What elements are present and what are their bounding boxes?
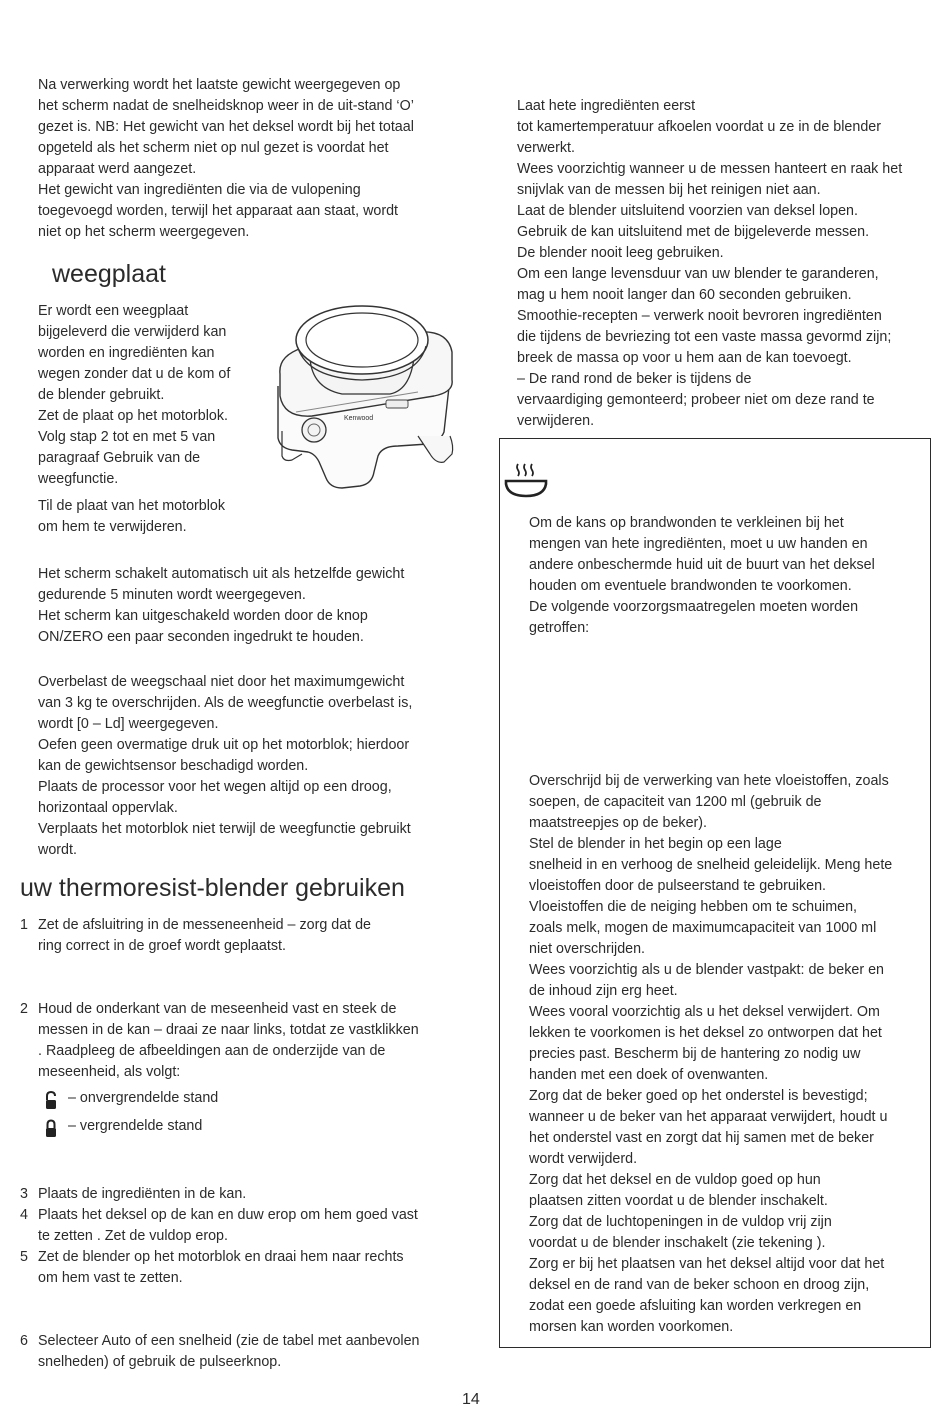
overload-paragraph: Overbelast de weegschaal niet door het maximumgewicht van 3 kg te overschrijden. Als de weegfunctie overbelast is, wordt [0 – Ld] weergegeven. Oefen geen overmatige druk uit op het motorblok; hierdoor kan de gewichtsensor beschadigd worden. Plaats de processor voor het wegen altijd op een droog, horizontaal oppervlak. Verplaats het motorblok niet terwijl de weegfunctie gebruikt wordt. [38,674,413,858]
step-text: Plaats het deksel op de kan en duw erop om hem goed vast te zetten . Zet de vuldop erop. [38,1207,418,1244]
warning-intro: Om de kans op brandwonden te verkleinen bij het mengen van hete ingrediënten, moet u uw handen en andere onbeschermde huid uit de buurt van het deksel houden om eventuele brandwonden te voorkomen. De volgende voorzorgsmaatregelen moeten worden getroffen: [529,515,875,636]
unlocked-label: – onvergrendelde stand [68,1090,219,1106]
weegplaat-heading: weegplaat [52,260,166,288]
hot-bowl-icon [503,460,551,500]
step-number: 2 [20,1001,28,1017]
step-text: Plaats de ingrediënten in de kan. [38,1186,247,1202]
step-number: 4 [20,1207,28,1223]
step-text: Zet de afsluitring in de messeneenheid – zorg dat de ring correct in de groef wordt geplaatst. [38,917,372,954]
weegplaat-remove-text: Til de plaat van het motorblok om hem te verwijderen. [38,498,226,535]
step-number: 1 [20,917,28,933]
step-number: 3 [20,1186,28,1202]
unlocked-padlock-icon [44,1091,58,1111]
blender-heading: uw thermoresist-blender gebruiken [20,874,405,902]
step-text: Zet de blender op het motorblok en draai hem naar rechts om hem vast te zetten. [38,1249,404,1286]
locked-padlock-icon [44,1119,58,1139]
intro-paragraph: Na verwerking wordt het laatste gewicht weergegeven op het scherm nadat de snelheidsknop weer in de uit-stand ‘O’ gezet is. NB: Het gewicht van het deksel wordt bij het totaal opgeteld als het scherm niet op nul gezet is voordat het apparaat werd aangezet. Het gewicht van ingrediënten die via de vulopening toegevoegd worden, terwijl het apparaat aan staat, wordt niet op het scherm weergegeven. [38,77,414,240]
safety-paragraph: Laat hete ingrediënten eerst tot kamertemperatuur afkoelen voordat u ze in de blender verwerkt. Wees voorzichtig wanneer u de messen hanteert en raak het snijvlak van de messen bij het reinigen niet aan. Laat de blender uitsluitend voorzien van deksel lopen. Gebruik de kan uitsluitend met de bijgeleverde messen. De blender nooit leeg gebruiken. Om een lange levensduur van uw blender te garanderen, mag u hem nooit langer dan 60 seconden gebruiken. Smoothie-recepten – verwerk nooit bevroren ingrediënten die tijdens de bevriezing tot een vaste massa gevormd zijn; breek de massa op voor u hem aan de kan toevoegt. – De rand rond de beker is tijdens de vervaardiging gemonteerd; probeer niet om deze rand te verwijderen. [517,98,903,429]
screen-paragraph: Het scherm schakelt automatisch uit als hetzelfde gewicht gedurende 5 minuten wordt weergegeven. Het scherm kan uitgeschakeld worden door de knop ON/ZERO een paar seconden ingedrukt te houden. [38,566,405,645]
step-number: 5 [20,1249,28,1265]
brand-logo: Kenwood [344,415,374,422]
warning-precautions: Overschrijd bij de verwerking van hete vloeistoffen, zoals soepen, de capaciteit van 1200 ml (gebruik de maatstreepjes op de beker). Stel de blender in het begin op een lage snelheid in en verhoog de snelheid geleidelijk. Meng hete vloeistoffen door de pulseerstand te gebruiken. Vloeistoffen die de neiging hebben om te schuimen, zoals melk, mogen de maximumcapaciteit van 1000 ml niet overschrijden. Wees voorzichtig als u de blender vastpakt: de beker en de inhoud zijn erg heet. Wees vooral voorzichtig als u het deksel verwijdert. Om lekken te voorkomen is het deksel zo ontworpen dat het precies past. Bescherm bij de hantering zo nodig uw handen met een doek of ovenwanten. Zorg dat de beker goed op het onderstel is bevestigd; wanneer u de beker van het apparaat verwijdert, houdt u het onderstel vast en zorgt dat hij samen met de beker wordt verwijderd. Zorg dat het deksel en de vuldop goed op hun plaatsen zitten voordat u de blender inschakelt. Zorg dat de luchtopeningen in de vuldop vrij zijn voordat u de blender inschakelt (zie tekening ). Zorg er bij het plaatsen van het deksel altijd voor dat het deksel en de rand van de beker schoon en droog zijn, zodat een goede afsluiting kan worden verkregen en morsen kan worden voorkomen. [529,773,893,1335]
locked-label: – vergrendelde stand [68,1118,203,1134]
page-number: 14 [462,1391,480,1408]
step-text: Selecteer Auto of een snelheid (zie de tabel met aanbevolen snelheden) of gebruik de pulseerknop. [38,1333,420,1370]
step-text: Houd de onderkant van de meseenheid vast en steek de messen in de kan – draai ze naar links, totdat ze vastklikken . Raadpleeg de afbeeldingen aan de onderzijde van de meseenheid, als volgt: [38,1001,419,1080]
weegplaat-description: Er wordt een weegplaat bijgeleverd die verwijderd kan worden en ingrediënten kan wegen zonder dat u de kom of de blender gebruikt. Zet de plaat op het motorblok. Volg stap 2 tot en met 5 van paragraaf Gebruik van de weegfunctie. [38,303,231,487]
weighing-plate-illustration [268,296,468,496]
step-number: 6 [20,1333,28,1349]
